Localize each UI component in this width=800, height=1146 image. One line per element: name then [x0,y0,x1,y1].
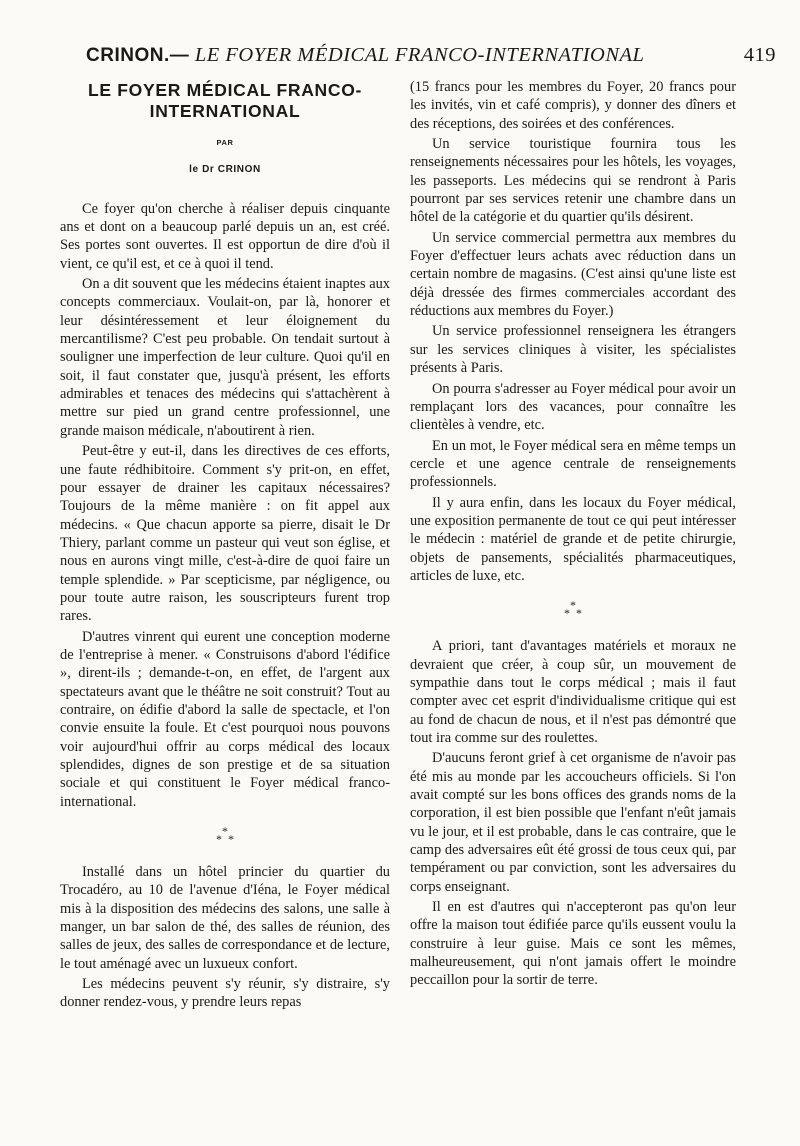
running-header [86,44,776,67]
paragraph: Installé dans un hôtel princier du quartier du Trocadéro, au 10 de l'avenue d'Iéna, le Foyer médical mis à la disposition des médecins des salons, une salle à manger, un bar salon de thé, des salles de réunion, des salles de jeux, des salles de correspondance et de lecture, le tout aménagé avec un luxueux confort. [60,864,390,972]
article-title-line1: LE FOYER MÉDICAL FRANCO- [87,80,363,100]
paragraph: Peut-être y eut-il, dans les directives de ces efforts, une faute rédhibitoire. Comment s'y prit-on, en effet, pour essayer de drainer les capitaux nécessaires? Toujours de la même manière : on fit appel aux médecins. « Que chacun apporte sa pierre, disait le Dr Thiery, parlant comme un pasteur qui veut son église, et nous en aurons vingt mille, c'est-à-dire de quoi faire un temple splendide. » Par scepticisme, par négligence, ou pour toute autre raison, les souscripteurs furent trop rares. [60,443,390,625]
paragraph: D'aucuns feront grief à cet organisme de n'avoir pas été mis au monde par les accoucheurs officiels. Si l'on avait compté sur les bons offices des grands noms de la corporation, il est bien possible que l'enfant n'eût jamais vu le jour, et il est probable, dans le cas contraire, que le camp des adversaires eût été grossi de tous ceux qui, par tempérament ou par conviction, sont les adversaires du corps enseignant. [410,750,736,895]
right-column [410,78,736,992]
section-separator [410,598,736,621]
separator-star: * [570,598,576,613]
header-author: CRINON.— [86,45,190,66]
paragraph: Les médecins peuvent s'y réunir, s'y distraire, s'y donner rendez-vous, y prendre leurs repas [60,976,390,1011]
separator-star: * [576,606,582,621]
article-title [60,80,390,122]
header-running-title: LE FOYER MÉDICAL FRANCO-INTERNATIONAL [194,44,645,66]
separator-star: * [222,824,228,839]
article-title-line2: INTERNATIONAL [149,101,301,121]
section-separator [60,824,390,847]
paragraph: Un service touristique fournira tous les renseignements nécessaires pour les hôtels, les voyages, les passeports. Les médecins qui se rendront à Paris pourront par ses services retenir une chambre dans un hôtel de la catégorie et du quartier qu'ils désirent. [410,136,736,226]
byline: le Dr CRINON [189,164,261,176]
paragraph-continued: (15 francs pour les membres du Foyer, 20 francs pour les invités, vin et café compris), y donner des dîners et des réceptions, des soirées et des conférences. [410,79,736,132]
left-column [60,78,390,1014]
separator-star: * [228,832,234,847]
page-number: 419 [743,44,776,66]
byline-par: PAR [216,138,234,147]
paragraph: On pourra s'adresser au Foyer médical pour avoir un remplaçant lors des vacances, pour connaître les clientèles à vendre, etc. [410,380,736,434]
paragraph: Ce foyer qu'on cherche à réaliser depuis cinquante ans et dont on a beaucoup parlé depuis un an, est créé. Ses portes sont ouvertes. Il est opportun de dire d'où il vient, ce qu'il est, et ce à quoi il tend. [60,200,390,272]
paragraph: En un mot, le Foyer médical sera en même temps un cercle et une agence centrale de renseignements professionnels. [410,437,736,491]
paragraph: A priori, tant d'avantages matériels et moraux ne devraient que créer, à coup sûr, un mouvement de sympathie dans tout le corps médical ; mais il faut compter avec cet esprit d'individualisme critique qui est au fond de chacun de nous, et il n'est pas démontré que tout ira comme sur des roulettes. [410,638,736,746]
separator-star: * [564,606,570,621]
paragraph: D'autres vinrent qui eurent une conception moderne de l'entreprise à mener. « Construisons d'abord l'édifice », dirent-ils ; demande-t-on, en effet, de l'argent aux spectateurs avant que le théâtre ne soit construit? Tout au contraire, on édifie d'abord la salle de spectacle, et l'on convie ensuite la foule. Et c'est pourquoi nous pouvons voir aujourd'hui offrir au corps médical des locaux splendides, dignes de son prestige et de sa situation sociale et qui constituent le Foyer médical franco-international. [60,628,390,810]
paragraph: Un service commercial permettra aux membres du Foyer d'effectuer leurs achats avec réduction dans un certain nombre de magasins. (C'est ainsi qu'une liste est déjà dressée des firmes commerciales accordant des réductions aux membres du Foyer.) [410,229,736,320]
separator-star: * [216,832,222,847]
paragraph: Il y aura enfin, dans les locaux du Foyer médical, une exposition permanente de tout ce qui peut intéresser le médecin : matériel de grande et de petite chirurgie, objets de pansements, spécialités pharmaceutiques, articles de luxe, etc. [410,494,736,584]
paragraph: Un service professionnel renseignera les étrangers sur les services cliniques à visiter, les spécialistes présents à Paris. [410,323,736,377]
paragraph: Il en est d'autres qui n'accepteront pas qu'on leur offre la maison tout édifiée parce qu'ils eussent voulu la construire à leur guise. Mais ce sont les mêmes, malheureusement, qui n'ont jamais offert le moindre peccaillon pour la sortir de terre. [410,899,736,989]
paragraph: On a dit souvent que les médecins étaient inaptes aux concepts commerciaux. Voulait-on, par là, honorer et leur désintéressement et leur éloignement du mercantilisme? C'est peu probable. On tendait surtout à souligner une imperfection de leur culture. Quoi qu'il en soit, il faut constater que, jusqu'à présent, les efforts admirables et tenaces des médecins qui s'attachèrent à mettre sur pied un grand centre professionnel, une grande maison médicale, n'aboutirent à rien. [60,276,390,439]
